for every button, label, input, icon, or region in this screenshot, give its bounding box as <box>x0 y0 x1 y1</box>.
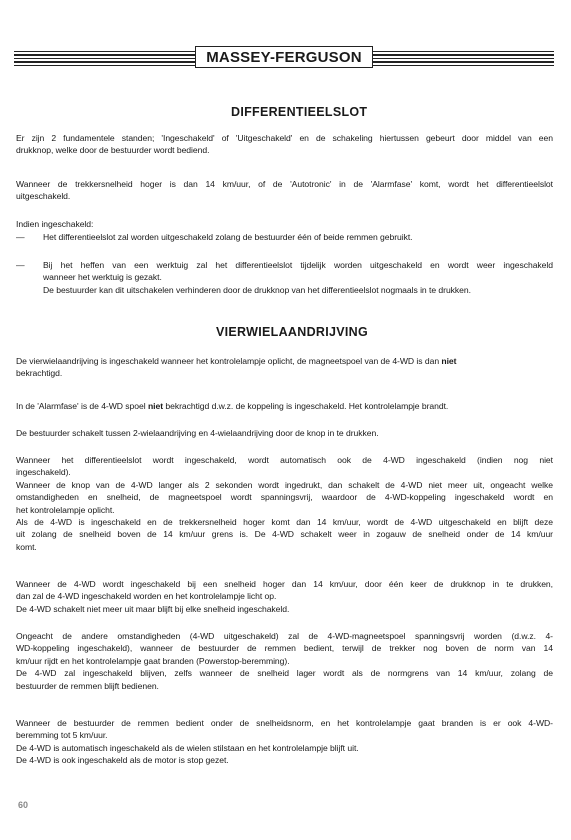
paragraph: Wanneer het differentieelslot wordt ingeschakeld, wordt automatisch ook de 4-WD ingeschakeld (indien nog niet ingeschakeld). Wanneer de knop van de 4-WD langer als 2 sekonden wordt ingedrukt, dan schakelt de 4-WD niet meer uit, ongeacht welke omstandigheden en snelheid, de magneetspoel wordt spanningsvrij, waardoor de 4-WD-koppeling ingeschakeld wordt en het kontrolelampje oplicht. Als de 4-WD is ingeschakeld en de trekkersnelheid hoger komt dan 14 km/uur, wordt de 4-WD uitgeschakeld en blijft deze uit zolang de snelheid boven de 14 km/uur grens is. De 4-WD schakelt weer in zogauw de snelheid onder de 14 km/uur komt. <box>16 455 553 552</box>
list-dash: — <box>16 260 25 270</box>
paragraph: Wanneer de 4-WD wordt ingeschakeld bij een snelheid hoger dan 14 km/uur, door één keer de drukknop in te drukken, dan zal de 4-WD ingeschakeld worden en het kontrolelampje licht op. De 4-WD schakelt niet meer uit maar blijft bij elke snelheid ingeschakeld. <box>16 579 553 614</box>
page-number: 60 <box>18 800 29 810</box>
paragraph: De vierwielaandrijving is ingeschakeld wanneer het kontrolelampje oplicht, de magneetspoel van de 4-WD is dan niet bekrachtigd. <box>16 356 457 379</box>
paragraph: De bestuurder schakelt tussen 2-wielaandrijving en 4-wielaandrijving door de knop in te drukken. <box>16 428 379 438</box>
page-header <box>14 46 554 72</box>
section-title-differentieelslot: DIFFERENTIEELSLOT <box>231 105 368 119</box>
paragraph: Wanneer de trekkersnelheid hoger is dan 14 km/uur, of de 'Autotronic' in de 'Alarmfase' komt, wordt het differentieelslot uitgeschakeld. <box>16 179 553 202</box>
list-dash: — <box>16 232 25 242</box>
list-item: Bij het heffen van een werktuig zal het differentieelslot tijdelijk worden uitgeschakeld en wordt weer ingeschakeld wanneer het werktuig is gezakt. De bestuurder kan dit uitschakelen verhinderen door de drukknop van het differentieelslot nogmaals in te drukken. <box>43 260 553 295</box>
paragraph: In de 'Alarmfase' is de 4-WD spoel niet bekrachtigd d.w.z. de koppeling is ingeschakeld. Het kontrolelampje brandt. <box>16 401 449 411</box>
paragraph: Indien ingeschakeld: <box>16 219 94 229</box>
section-title-vierwielaandrijving: VIERWIELAANDRIJVING <box>216 325 369 339</box>
paragraph: Ongeacht de andere omstandigheden (4-WD uitgeschakeld) zal de 4-WD-magneetspoel spanningsvrij worden (d.w.z. 4- WD-koppeling ingeschakeld), wanneer de bestuurder de remmen bedient, terwijl de trekker nog boven de norm van 14 km/uur rijdt en het kontrolelampje gaat branden (Powerstop-beremming). De 4-WD zal ingeschakeld blijven, zelfs wanneer de snelheid lager wordt als de normgrens van 14 km/uur, zolang de bestuurder de remmen blijft bedienen. <box>16 631 553 691</box>
brand-title: MASSEY-FERGUSON <box>203 49 365 67</box>
list-item: Het differentieelslot zal worden uitgeschakeld zolang de bestuurder één of beide remmen gebruikt. <box>43 232 413 242</box>
paragraph: Wanneer de bestuurder de remmen bedient onder de snelheidsnorm, en het kontrolelampje gaat branden is er ook 4-WD- beremming tot 5 km/uur. De 4-WD is automatisch ingeschakeld als de wielen stilstaan en het kontrolelampje blijft uit. De 4-WD is ook ingeschakeld als de motor is stop gezet. <box>16 718 553 766</box>
paragraph: Er zijn 2 fundamentele standen; 'Ingeschakeld' of 'Uitgeschakeld' en de schakeling hiertussen gebeurt door middel van een drukknop, welke door de bestuurder wordt bediend. <box>16 133 553 156</box>
